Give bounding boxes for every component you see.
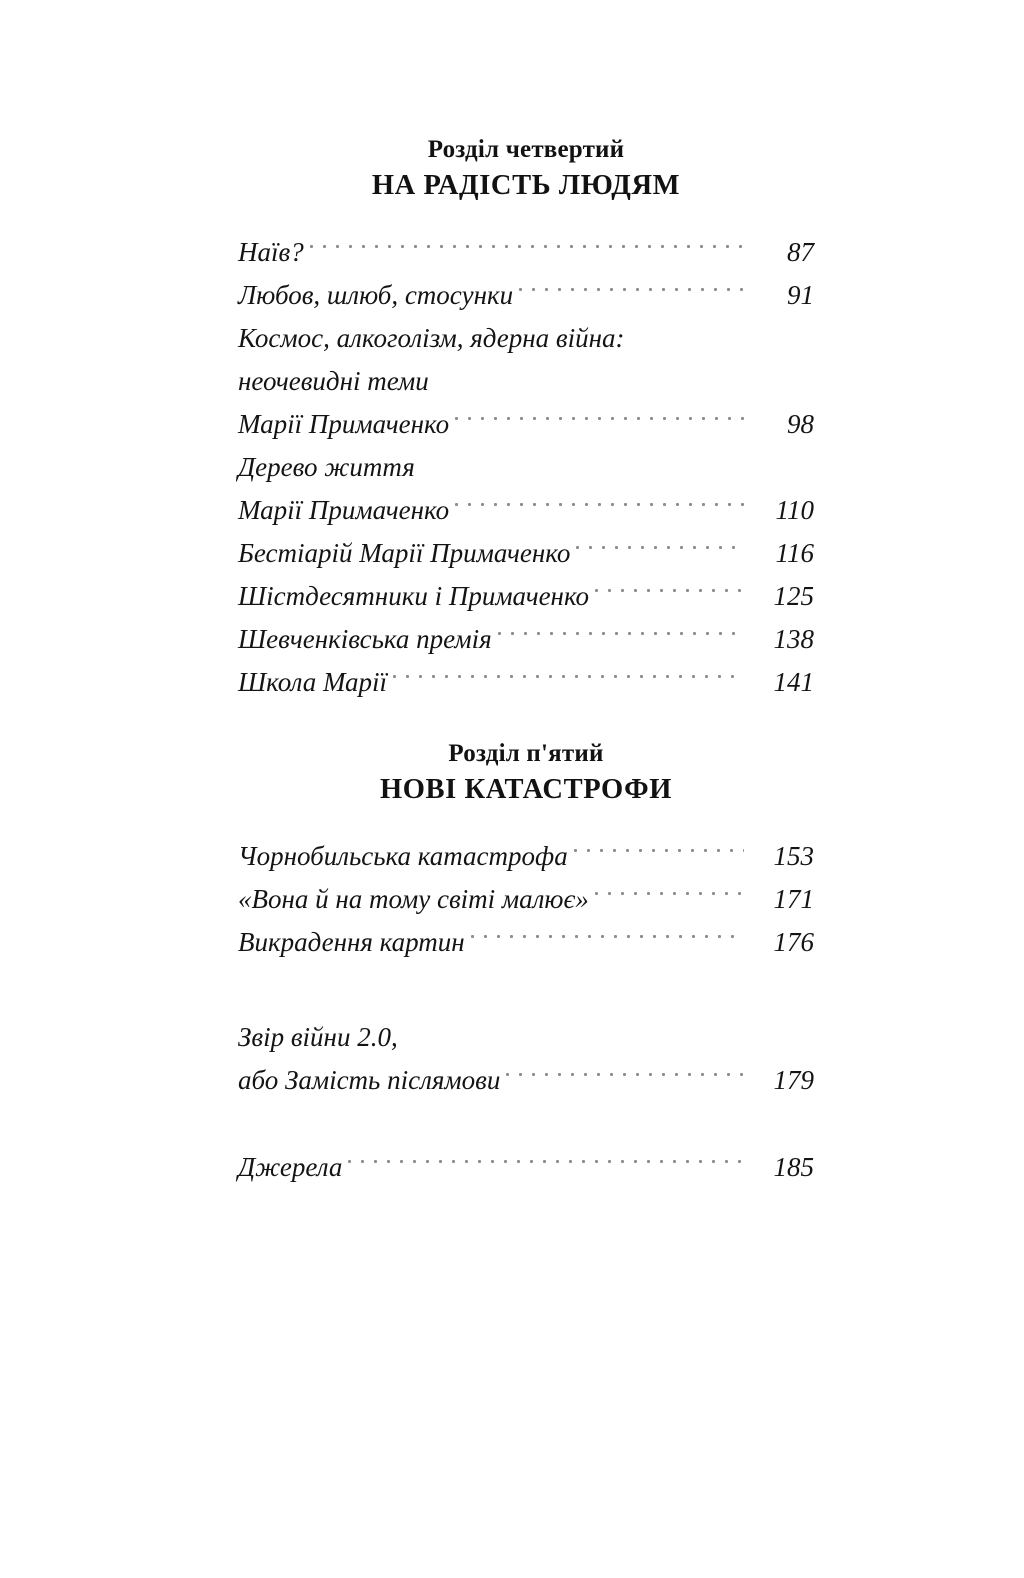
toc-entry-title: Викрадення картин — [238, 927, 465, 957]
toc-entry-title: Марії Примаченко — [238, 495, 450, 525]
dot-leader — [421, 433, 744, 476]
toc-entry[interactable] — [238, 822, 814, 871]
dot-leader — [455, 390, 744, 433]
dot-leader — [435, 347, 744, 390]
toc-entry-title: «Вона й на тому світі малює» — [238, 884, 589, 914]
dot-leader — [393, 648, 744, 691]
toc-entry[interactable] — [238, 1003, 814, 1095]
chapter-heading-4 — [238, 133, 814, 205]
toc-entry-list-4 — [238, 218, 814, 697]
toc-entry-line — [238, 822, 814, 871]
dot-leader — [498, 605, 744, 648]
dot-leader — [576, 519, 744, 562]
toc-entry-page: 153 — [773, 841, 814, 871]
toc-entry-title: Шістдесятники і Примаченко — [238, 581, 590, 611]
toc-entry[interactable] — [238, 261, 814, 310]
toc-entry-title: Бестіарій Марії Примаченко — [238, 538, 571, 568]
toc-entry-page: 116 — [775, 538, 814, 568]
chapter-label: Розділ п'ятий — [448, 740, 604, 767]
chapter-heading-5 — [238, 737, 814, 809]
toc-entry-title: Дерево життя — [238, 452, 415, 482]
toc-entry-title: Марії Примаченко — [238, 409, 450, 439]
dot-leader — [595, 562, 744, 605]
toc-entry-title: Любов, шлюб, стосунки — [238, 280, 514, 310]
toc-entry-title: неочевидні теми — [238, 366, 429, 396]
chapter-title: НОВІ КАТАСТРОФИ — [379, 774, 673, 805]
dot-leader — [404, 1003, 744, 1046]
toc-entry-page: 176 — [773, 927, 814, 957]
toc-entry[interactable] — [238, 304, 814, 439]
toc-entry-title: Школа Марії — [238, 667, 388, 697]
toc-entry-list-5 — [238, 822, 814, 957]
toc-entry-page: 98 — [787, 409, 814, 439]
dot-leader — [455, 476, 744, 519]
toc-entry-title: Чорнобильська катастрофа — [238, 841, 568, 871]
toc-entry-page: 171 — [773, 884, 814, 914]
toc-entry-page: 91 — [787, 280, 814, 310]
toc-entry-title: Наїв? — [238, 237, 304, 267]
toc-entry-title: Шевченківська премія — [238, 624, 492, 654]
toc-entry-title: Космос, алкоголізм, ядерна війна: — [238, 323, 625, 353]
dot-leader — [595, 865, 744, 908]
toc-entry-page: 179 — [773, 1065, 814, 1095]
toc-entry-title: Звір війни 2.0, — [238, 1022, 398, 1052]
toc-entry-page: 110 — [775, 495, 814, 525]
toc-body — [238, 133, 814, 1182]
chapter-label: Розділ четвертий — [427, 136, 625, 163]
toc-entry-line — [238, 261, 814, 310]
dot-leader — [310, 218, 744, 261]
toc-entry-line — [238, 218, 814, 267]
toc-entry-line — [238, 1003, 814, 1052]
toc-entry[interactable] — [238, 218, 814, 267]
dot-leader — [630, 304, 744, 347]
chapter-title: НА РАДІСТЬ ЛЮДЯМ — [371, 170, 681, 201]
toc-entry-title: або Замість післямови — [238, 1065, 501, 1095]
toc-entry-page: 125 — [773, 581, 814, 611]
toc-entry-page: 138 — [773, 624, 814, 654]
toc-entry-page: 141 — [773, 667, 814, 697]
toc-entry-line — [238, 1133, 814, 1182]
dot-leader — [471, 908, 744, 951]
dot-leader — [519, 261, 744, 304]
toc-entry-page: 185 — [773, 1152, 814, 1182]
toc-trailing-list — [238, 1003, 814, 1182]
dot-leader — [574, 822, 744, 865]
dot-leader — [506, 1046, 744, 1089]
toc-entry[interactable] — [238, 1133, 814, 1182]
toc-entry-title: Джерела — [238, 1152, 343, 1182]
toc-entry[interactable] — [238, 433, 814, 525]
toc-entry-page: 87 — [787, 237, 814, 267]
spacer — [238, 809, 814, 822]
spacer — [238, 205, 814, 218]
dot-leader — [348, 1133, 744, 1176]
